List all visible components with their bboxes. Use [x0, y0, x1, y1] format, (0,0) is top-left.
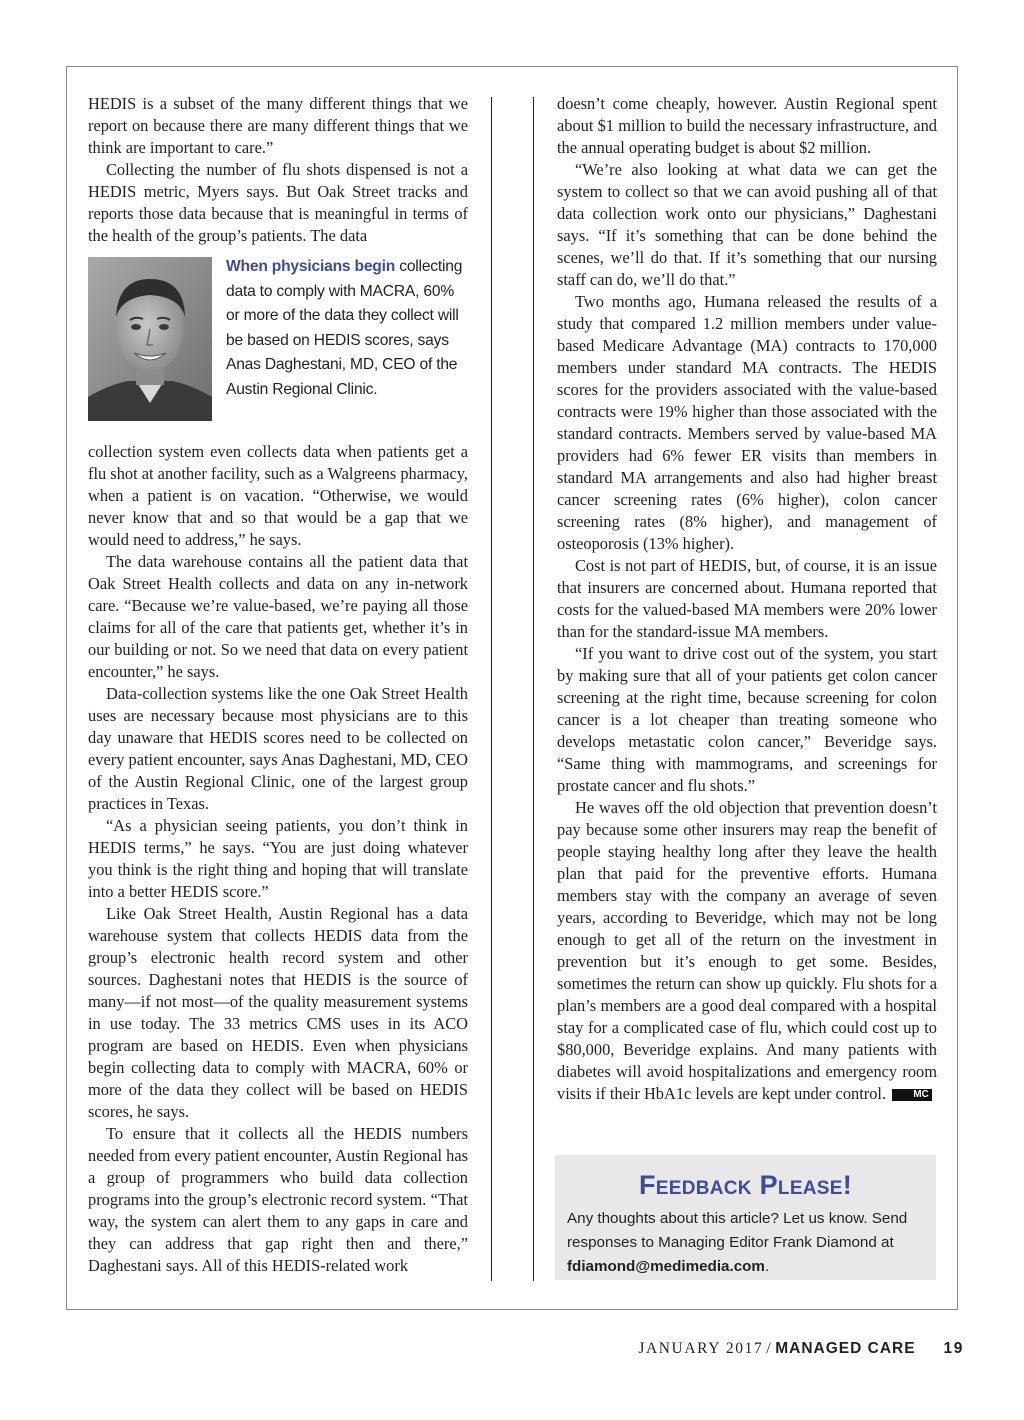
column-rule-right	[533, 97, 534, 1281]
feedback-body	[567, 1207, 924, 1279]
paragraph-final-text: He waves off the old objection that prevention doesn’t pay because some other insurers may reap the benefit of people staying healthy long after they leave the health plan that paid for the preventive efforts. Humana members stay with the company an average of seven years, according to Beveridge, which may not be long enough to get all of the return on the investment in prevention but it’s enough to get some. Besides, sometimes the return can show up quickly. Flu shots for a plan’s members are a good deal compared with a hospital stay for a complicated case of flu, which could cost up to $80,000, Beveridge explains. And many patients with diabetes will avoid hospitalizations and emergency room visits if their HbA1c levels are kept under control.	[557, 798, 937, 1103]
footer-issue-date: JANUARY 2017	[638, 1340, 764, 1357]
right-column	[557, 93, 937, 1105]
feedback-text: Any thoughts about this article? Let us know. Send responses to Managing Editor Frank Diamond at	[567, 1210, 908, 1251]
paragraph: “If you want to drive cost out of the system, you start by making sure that all of your patients get colon cancer screening at the right time, because screening for colon cancer is a lot cheaper than treating someone who develops metastatic colon cancer,” Beveridge says. “Same thing with mammograms, and screenings for prostate cancer and flu shots.”	[557, 644, 937, 795]
feedback-title: Feedback Please!	[638, 1170, 853, 1200]
paragraph: To ensure that it collects all the HEDIS numbers needed from every patient encounter, Austin Regional has a group of programmers who build data collection programs into the group’s electronic record system. “That way, the system can alert them to any gaps in care and they can address that gap right then and there,” Daghestani says. All of this HEDIS-related work	[88, 1124, 468, 1275]
paragraph: Data-collection systems like the one Oak Street Health uses are necessary because most physicians are to this day unaware that HEDIS scores need to be collected on every patient encounter, says Anas Daghestani, MD, CEO of the Austin Regional Clinic, one of the largest group practices in Texas.	[88, 684, 468, 813]
page-number: 19	[943, 1340, 964, 1357]
paragraph: Collecting the number of flu shots dispensed is not a HEDIS metric, Myers says. But Oak Street tracks and reports those data because that is meaningful in terms of the health of the group’s patients. The data	[88, 160, 468, 245]
footer-separator: /	[766, 1340, 773, 1357]
page-footer	[638, 1340, 964, 1358]
paragraph: Cost is not part of HEDIS, but, of course, it is an issue that insurers are concerned about. Humana reported that costs for the valued-based MA members were 20% lower than for the standard-issue MA members.	[557, 556, 937, 641]
footer-publication: MANAGED CARE	[775, 1340, 916, 1357]
feedback-end: .	[764, 1258, 770, 1275]
paragraph: Like Oak Street Health, Austin Regional has a data warehouse system that collects HEDIS data from the group’s electronic health record system and other sources. Daghestani notes that HEDIS is the source of many—if not most—of the quality measurement systems in use today. The 33 metrics CMS uses in its ACO program are based on HEDIS. Even when physicians begin collecting data to comply with MACRA, 60% or more of the data they collect will be based on HEDIS scores, he says.	[88, 904, 468, 1121]
pull-quote-text	[226, 255, 468, 433]
paragraph: HEDIS is a subset of the many different things that we report on because there are many different things that we think are important to care.”	[88, 94, 468, 157]
portrait-photo	[88, 257, 212, 421]
pull-quote	[88, 255, 468, 433]
feedback-box	[555, 1155, 936, 1280]
paragraph: “As a physician seeing patients, you don’t think in HEDIS terms,” he says. “You are just doing whatever you think is the right thing and hoping that will translate into a better HEDIS score.”	[88, 816, 468, 901]
paragraph: Two months ago, Humana released the results of a study that compared 1.2 million members under value-based Medicare Advantage (MA) contracts to 170,000 members under standard MA contracts. The HEDIS scores for the providers associated with the value-based contracts were 19% higher than those associated with the standard contracts. Members served by value-based MA providers had 6% fewer ER visits than members in standard MA arrangements and also had higher breast cancer screening rates (6% higher), colon cancer screening rates (8% higher), and management of osteoporosis (13% higher).	[557, 292, 937, 553]
left-column	[88, 93, 468, 1277]
paragraph: collection system even collects data when patients get a flu shot at another facility, such as a Walgreens pharmacy, when a patient is on vacation. “Otherwise, we would never know that and so that would be a gap that we would need to address,” he says.	[88, 442, 468, 549]
paragraph: doesn’t come cheaply, however. Austin Regional spent about $1 million to build the necessary infrastructure, and the annual operating budget is about $2 million.	[557, 94, 937, 157]
pull-quote-body: collecting data to comply with MACRA, 60% or more of the data they collect will be based on HEDIS scores, says Anas Daghestani, MD, CEO of the Austin Regional Clinic.	[226, 258, 463, 398]
paragraph: “We’re also looking at what data we can get the system to collect so that we can avoid pushing all of that data collection work onto our physicians,” Daghestani says. “If it’s something that can be done behind the scenes, we’ll do that. If it’s something that our nursing staff can do, we’ll do that.”	[557, 160, 937, 289]
column-rule-left	[491, 97, 492, 1281]
paragraph: The data warehouse contains all the patient data that Oak Street Health collects and data on any in-network care. “Because we’re value-based, we’re paying all those claims for all of the care that patients get, whether it’s in our building or not. So we need that data on every patient encounter,” he says.	[88, 552, 468, 681]
feedback-email-link[interactable]: fdiamond@medimedia.com	[567, 1258, 765, 1275]
pull-quote-lead: When physicians begin	[226, 258, 396, 275]
end-mark-badge: MC	[892, 1089, 932, 1101]
paragraph-final	[557, 797, 937, 1105]
